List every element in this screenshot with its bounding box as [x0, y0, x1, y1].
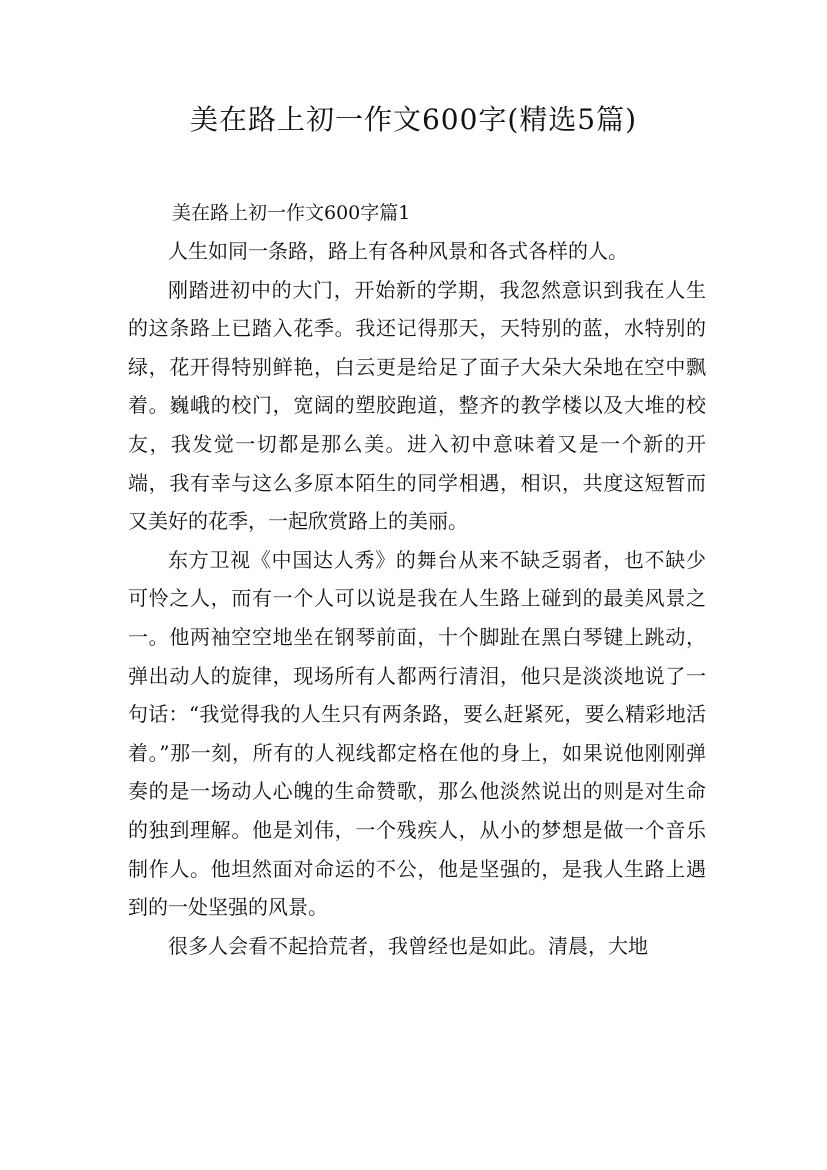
- paragraph-4: 很多人会看不起拾荒者，我曾经也是如此。清晨，大地: [168, 933, 648, 958]
- section-heading: 美在路上初一作文600字篇1: [172, 202, 411, 224]
- paragraph-1: 人生如同一条路，路上有各种风景和各式各样的人。: [168, 239, 628, 263]
- paragraph-2: 刚踏进初中的大门，开始新的学期，我忽然意识到我在人生的这条路上已踏入花季。我还记得那天，天特别的蓝，水特别的绿，花开得特别鲜艳，白云更是给足了面子大朵大朵地在空中飘着。巍峨的校门，宽阔的塑胶跑道，整齐的教学楼以及大堆的校友，我发觉一切都是那么美。进入初中意味着又是一个新的开端，我有幸与这么多原本陌生的同学相遇，相识，共度这短暂而又美好的花季，一起欣赏路上的美丽。: [128, 277, 706, 534]
- document-title: 美在路上初一作文600字(精选5篇): [189, 103, 638, 136]
- document-body: [128, 232, 706, 965]
- paragraph-3: 东方卫视《中国达人秀》的舞台从来不缺乏弱者，也不缺少可怜之人，而有一个人可以说是我在人生路上碰到的最美风景之一。他两袖空空地坐在钢琴前面，十个脚趾在黑白琴键上跳动，弹出动人的旋律，现场所有人都两行清泪，他只是淡淡地说了一句话：“我觉得我的人生只有两条路，要么赶紧死，要么精彩地活着。”那一刻，所有的人视线都定格在他的身上，如果说他刚刚弹奏的是一场动人心魄的生命赞歌，那么他淡然说出的则是对生命的独到理解。他是刘伟，一个残疾人，从小的梦想是做一个音乐制作人。他坦然面对命运的不公，他是坚强的，是我人生路上遇到的一处坚强的风景。: [128, 547, 706, 920]
